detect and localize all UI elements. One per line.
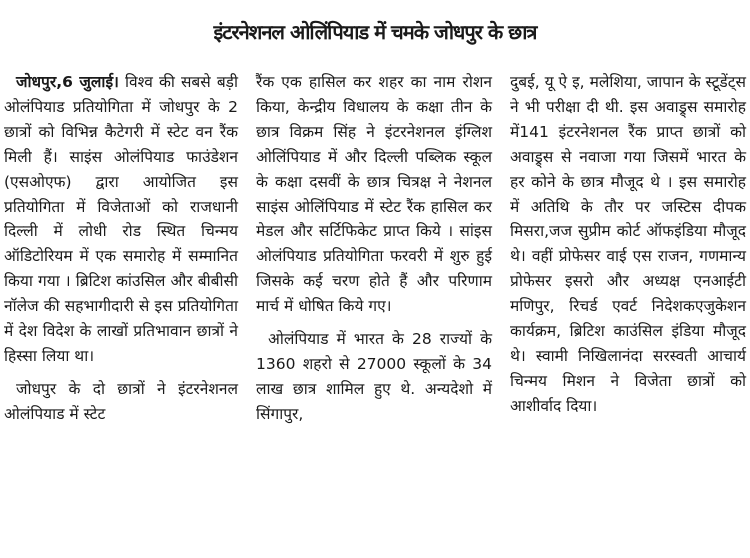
article-paragraph: ओलंपियाड में भारत के 28 राज्यों के 1360 शहरो से 27000 स्कूलों के 34 लाख छात्र शामिल हुए थे. अन्यदेशो में सिंगापुर, — [256, 330, 492, 423]
dateline: जोधपुर,6 जुलाई। — [16, 73, 119, 91]
article-paragraph: दुबई, यू ऐ इ, मलेशिया, जापान के स्टूडेंट्स ने भी परीक्षा दी थी. इस अवाड्र्स समारोह में141 इंटरनेशनल रैंक प्राप्त छात्रों को अवाड्र्स से नवाजा गया जिसमें भारत के हर कोने के छात्र मौजूद थे । इस समारोह में अतिथि के तौर पर जस्टिस दीपक मिसरा,जज सुप्रीम कोर्ट ऑफइंडिया मौजूद थे। वहीं प्रोफेसर वाई एस राजन, गणमान्य प्रोफेसर इसरो और अध्यक्ष एनआईटी मणिपुर, रिचर्ड एवर्ट निदेशकएजुकेशन कार्यक्रम, ब्रिटिश काउंसिल इंडिया मौजूद थे। स्वामी निखिलानंदा सरस्वती आचार्य चिन्मय मिशन ने विजेता छात्रों को आशीर्वाद दिया। — [510, 73, 746, 415]
article-column-1 — [4, 70, 238, 427]
article-paragraph: जोधपुर के दो छात्रों ने इंटरनेशनल ओलंपियाड में स्टेट — [4, 379, 238, 423]
article-column-2 — [256, 70, 492, 427]
article-paragraph — [4, 70, 238, 369]
headline: इंटरनेशनल ओलिंपियाड में चमके जोधपुर के छात्र — [213, 20, 537, 44]
paragraph-text: विश्व की सबसे बड़ी ओलंपियाड प्रतियोगिता में जोधपुर के 2 छात्रों को विभिन्न कैटेगरी में स्टेट वन रैंक मिली हैं। साइंस ओलंपियाड फाउंडेशन (एसओएफ) द्वारा आयोजित इस प्रतियोगिता में विजेताओं को राजधानी दिल्ली में लोधी रोड स्थित चिन्मय ऑडिटोरियम में एक समारोह में सम्मानित किया गया । ब्रिटिश कांउसिल और बीबीसी नॉलेज की सहभागीदारी से इस प्रतियोगिता में देश विदेश के लाखों प्रतिभावान छात्रों ने हिस्सा लिया था। — [4, 73, 238, 365]
article-paragraph: रैंक एक हासिल कर शहर का नाम रोशन किया, केन्द्रीय विधालय के कक्षा तीन के छात्र विक्रम सिंह ने इंटरनेशनल इंग्लिश ओलिंपियाड में और दिल्ली पब्लिक स्कूल के कक्षा दसवीं के छात्र चित्रक्ष ने नेशनल साइंस ओलिंपियाड में स्टेट रैंक हासिल कर मेडल और सर्टिफिकेट प्राप्त किये । सांइस ओलंपियाड प्रतियोगिता फरवरी में शुरु हुई जिसके कई चरण होते हैं और परिणाम मार्च में धोषित किये गए। — [256, 73, 492, 316]
article-column-3 — [510, 70, 746, 419]
